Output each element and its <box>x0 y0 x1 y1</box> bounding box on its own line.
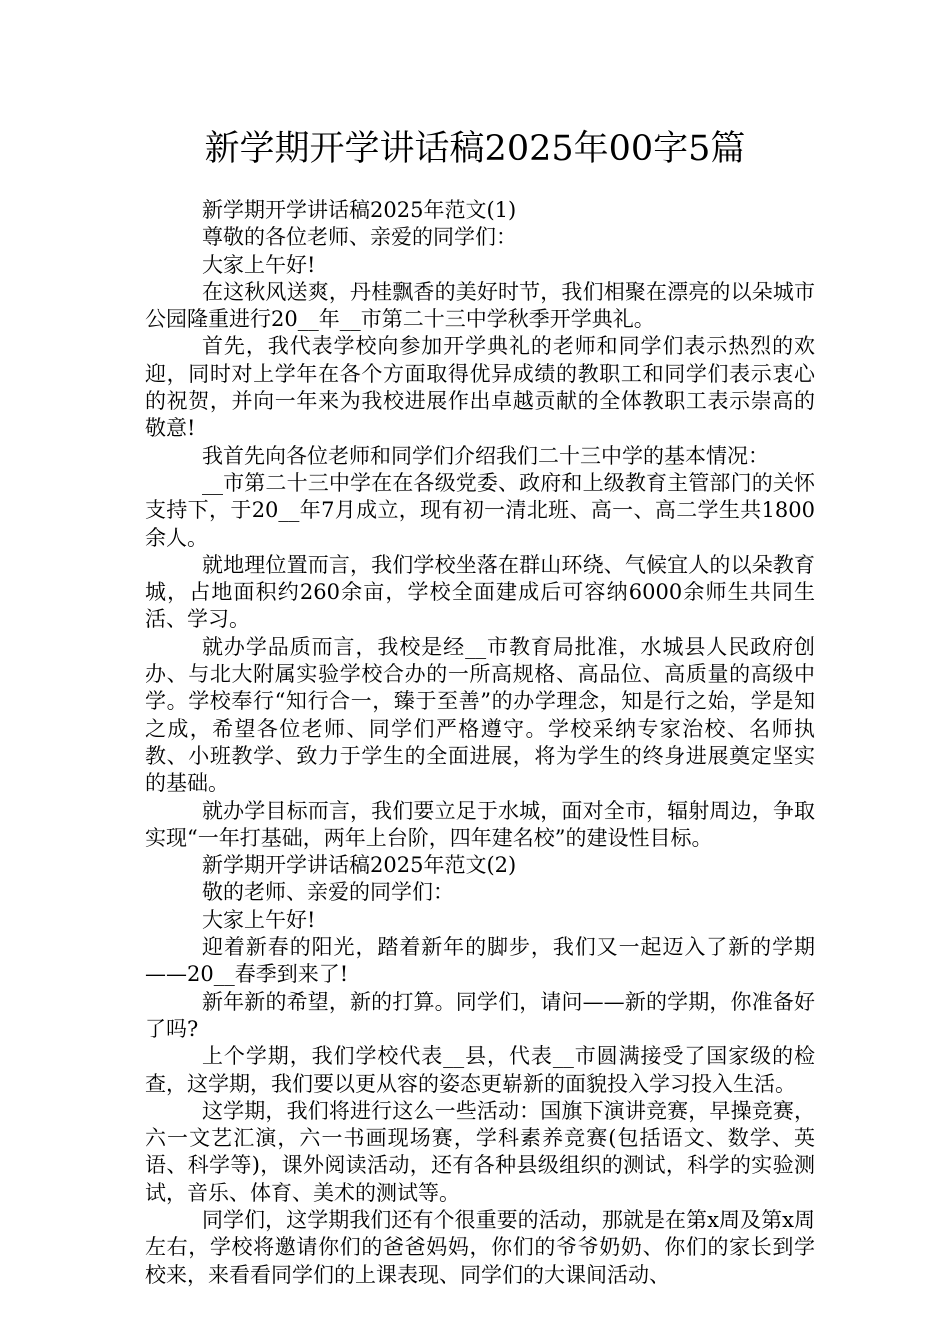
paragraph-14: 迎着新春的阳光，踏着新年的脚步，我们又一起迈入了新的学期——20__春季到来了! <box>145 935 815 987</box>
paragraph-12: 敬的老师、亲爱的同学们： <box>202 880 454 905</box>
paragraph-13: 大家上午好! <box>202 907 316 932</box>
paragraph-8: 就地理位置而言，我们学校坐落在群山环绕、气候宜人的以朵教育城，占地面积约260余亩，学校全面建成后可容纳6000余师生共同生活、学习。 <box>145 552 815 632</box>
paragraph-16: 上个学期，我们学校代表__县，代表__市圆满接受了国家级的检查，这学期，我们要以更从容的姿态更崭新的面貌投入学习投入生活。 <box>145 1044 815 1096</box>
paragraph-3: 大家上午好! <box>202 252 316 277</box>
document-body <box>145 197 815 1289</box>
paragraph-11: 新学期开学讲话稿2025年范文(2) <box>202 853 517 878</box>
paragraph-2: 尊敬的各位老师、亲爱的同学们： <box>202 225 517 250</box>
paragraph-6: 我首先向各位老师和同学们介绍我们二十三中学的基本情况： <box>202 443 769 468</box>
paragraph-4: 在这秋风送爽，丹桂飘香的美好时节，我们相聚在漂亮的以朵城市公园隆重进行20__年__市第二十三中学秋季开学典礼。 <box>145 279 815 332</box>
paragraph-7: __市第二十三中学在在各级党委、政府和上级教育主管部门的关怀支持下，于20__年7月成立，现有初一清北班、高一、高二学生共1800余人。 <box>145 470 815 550</box>
paragraph-5: 首先，我代表学校向参加开学典礼的老师和同学们表示热烈的欢迎，同时对上学年在各个方面取得优异成绩的教职工和同学们表示衷心的祝贺，并向一年来为我校进展作出卓越贡献的全体教职工表示崇高的敬意! <box>145 334 815 441</box>
document-title: 新学期开学讲话稿2025年00字5篇 <box>204 129 746 169</box>
paragraph-18: 同学们，这学期我们还有个很重要的活动，那就是在第x周及第x周左右，学校将邀请你们的爸爸妈妈，你们的爷爷奶奶、你们的家长到学校来，来看看同学们的上课表现、同学们的大课间活动、 <box>145 1207 815 1287</box>
paragraph-10: 就办学目标而言，我们要立足于水城，面对全市，辐射周边，争取实现“一年打基础，两年上台阶，四年建名校”的建设性目标。 <box>145 798 815 850</box>
paragraph-15: 新年新的希望，新的打算。同学们，请问——新的学期，你准备好了吗? <box>145 989 815 1041</box>
paragraph-1: 新学期开学讲话稿2025年范文(1) <box>202 198 517 222</box>
paragraph-17: 这学期，我们将进行这么一些活动：国旗下演讲竞赛，早操竞赛，六一文艺汇演，六一书画现场赛，学科素养竞赛(包括语文、数学、英语、科学等)，课外阅读活动，还有各种县级组织的测试，科学的实验测试，音乐、体育、美术的测试等。 <box>145 1098 815 1205</box>
paragraph-9: 就办学品质而言，我校是经__市教育局批准，水城县人民政府创办、与北大附属实验学校合办的一所高规格、高品位、高质量的高级中学。学校奉行“知行合一，臻于至善”的办学理念，知是行之始，学是知之成，希望各位老师、同学们严格遵守。学校采纳专家治校、名师执教、小班教学、致力于学生的全面进展，将为学生的终身进展奠定坚实的基础。 <box>145 634 815 796</box>
